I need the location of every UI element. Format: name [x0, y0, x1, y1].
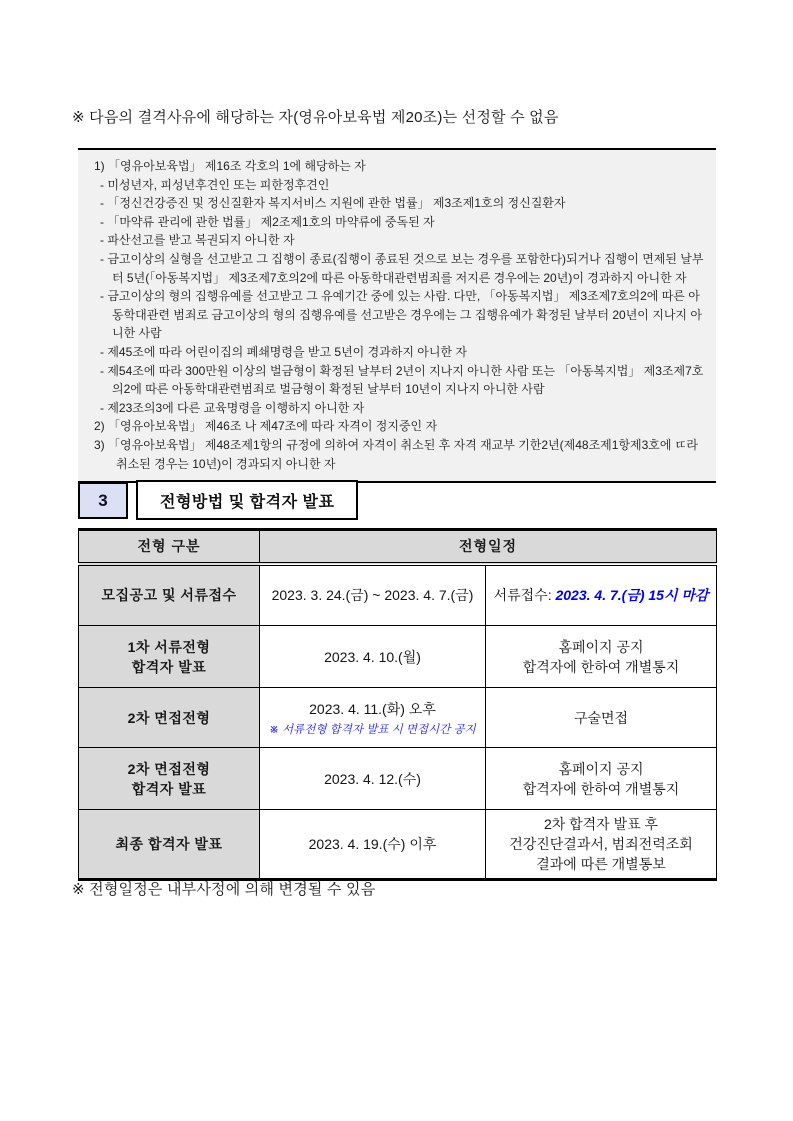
row-schedule: 2023. 4. 12.(수)	[260, 748, 486, 810]
list-item: - 제54조에 따라 300만원 이상의 벌금형이 확정된 날부터 2년이 지나지 아니한 사람 또는 「아동복지법」 제3조제7호의2에 따른 아동학대관련범죄로 벌금형이 확정된 날부터 10년이 지나지 아니한 사람	[100, 363, 704, 397]
row-schedule: 2023. 4. 11.(화) 오후 ※ 서류전형 합격자 발표 시 면접시간 공지	[260, 688, 486, 748]
table-row	[79, 810, 717, 880]
row-category: 2차 면접전형 합격자 발표	[79, 748, 260, 810]
table-row	[79, 626, 717, 688]
list-item: - 「마약류 관리에 관한 법률」 제2조제1호의 마약류에 중독된 자	[100, 214, 435, 229]
row-result: 홈페이지 공지 합격자에 한하여 개별통지	[486, 748, 717, 810]
table-header-row	[79, 530, 717, 564]
row-category: 최종 합격자 발표	[79, 810, 260, 880]
row-schedule: 2023. 4. 19.(수) 이후	[260, 810, 486, 880]
row-schedule: 2023. 4. 10.(월)	[260, 626, 486, 688]
list-item: - 미성년자, 피성년후견인 또는 피한정후견인	[100, 177, 330, 192]
disqualification-note: ※ 다음의 결격사유에 해당하는 자(영유아보육법 제20조)는 선정할 수 없음	[72, 109, 559, 126]
row-category: 1차 서류전형 합격자 발표	[79, 626, 260, 688]
header-schedule: 전형일정	[260, 530, 717, 564]
list-item: - 금고이상의 형의 집행유예를 선고받고 그 유예기간 중에 있는 사람. 다만, 「아동복지법」 제3조제7호의2에 따른 아동학대관련 범죄로 금고이상의 형의 집행유예를 선고받은 경우에는 그 집행유예가 확정된 날부터 20년이 지나지 아니한 사람	[100, 289, 702, 341]
disqualification-box	[78, 148, 716, 483]
table-row	[79, 688, 717, 748]
header-category: 전형 구분	[79, 530, 260, 564]
row-category: 2차 면접전형	[79, 688, 260, 748]
result-deadline-highlight: 2023. 4. 7.(금) 15시 마감	[555, 587, 709, 604]
row-result: 구술면접	[486, 688, 717, 748]
list-item: - 제23조의3에 다른 교육명령을 이행하지 아니한 자	[100, 400, 365, 415]
row-result	[486, 564, 717, 626]
list-item: - 파산선고를 받고 복권되지 아니한 자	[100, 233, 295, 248]
list-item: - 「정신건강증진 및 정신질환자 복지서비스 지원에 관한 법률」 제3조제1호의 정신질환자	[100, 196, 566, 211]
list-item: - 제45조에 따라 어린이집의 폐쇄명령을 받고 5년이 경과하지 아니한 자	[100, 344, 468, 359]
result-prefix: 서류접수:	[493, 587, 556, 604]
schedule-change-note: ※ 전형일정은 내부사정에 의해 변경될 수 있음	[72, 881, 376, 898]
row-schedule: 2023. 3. 24.(금) ~ 2023. 4. 7.(금)	[260, 564, 486, 626]
table-row	[79, 748, 717, 810]
interview-time-note: ※ 서류전형 합격자 발표 시 면접시간 공지	[269, 723, 476, 736]
section-number-badge: 3	[78, 482, 128, 519]
list-item: 1) 「영유아보육법」 제16조 각호의 1에 해당하는 자	[94, 159, 366, 173]
table-row	[79, 564, 717, 626]
list-item: - 금고이상의 실형을 선고받고 그 집행이 종료(집행이 종료된 것으로 보는 경우를 포함한다)되거나 집행이 면제된 날부터 5년(「아동복지법」 제3조제7호의2에 따른 아동학대관련범죄를 저지른 경우에는 20년)이 경과하지 아니한 자	[100, 251, 704, 285]
row-result: 2차 합격자 발표 후 건강진단결과서, 범죄전력조회 결과에 따른 개별통보	[486, 810, 717, 880]
list-item: 3) 「영유아보육법」 제48조제1항의 규정에 의하여 자격이 취소된 후 자격 재교부 기한2년(제48조제1항제3호에 ㄸ라 취소된 경우는 10년)이 경과되지 아니한 자	[94, 437, 699, 471]
list-item: 2) 「영유아보육법」 제46조 나 제47조에 따라 자격이 정지중인 자	[94, 419, 438, 434]
section-title: 전형방법 및 합격자 발표	[136, 480, 358, 520]
row-result: 홈페이지 공지 합격자에 한하여 개별통지	[486, 626, 717, 688]
row-category: 모집공고 및 서류접수	[79, 564, 260, 626]
schedule-table	[78, 528, 717, 881]
